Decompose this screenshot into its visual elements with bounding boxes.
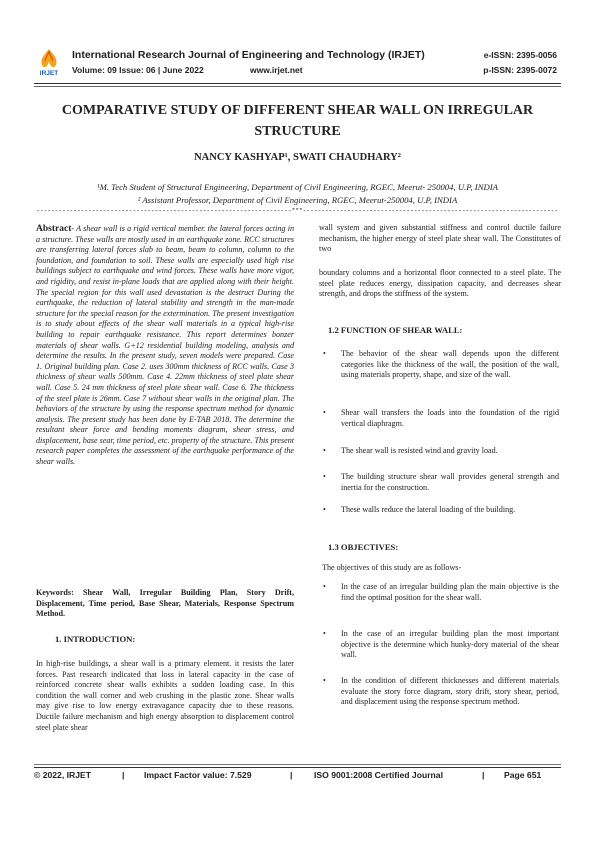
p-issn: p-ISSN: 2395-0072 [483, 65, 557, 75]
irjet-logo [34, 47, 64, 77]
bullet-icon: • [323, 676, 326, 685]
paper-title: COMPARATIVE STUDY OF DIFFERENT SHEAR WALL ON IRREGULAR STRUCTURE [61, 103, 534, 139]
bullet-icon: • [323, 582, 326, 591]
journal-title: International Research Journal of Engineering and Technology (IRJET) [72, 49, 425, 61]
function-item: • The shear wall is resisted wind and gravity load. [323, 446, 498, 455]
footer-separator: | [122, 770, 125, 780]
journal-url[interactable]: www.irjet.net [250, 65, 303, 75]
right-paragraph-2: boundary columns and a horizontal floor connected to a steel plate. The steel plate reduces energy, dissipation capacity, and decreases shear strength, and drops the stiffness of the system. [319, 268, 561, 299]
volume-issue: Volume: 09 Issue: 06 | June 2022 [72, 65, 204, 75]
abstract-text: - A shear wall is a rigid vertical member. the lateral forces acting in a structure. These walls are mostly used in an earthquake zone. RCC structures are transferring lateral forces slab to beam, beam to column, column to the foundation, and foundation to soil. These walls are especially used high rise buildings subject to earthquake and wind forces. These walls have more vigor, and rigidity, and resist in-plane loads that are applied along with their height. The special region for this wall used devastation is the destruct During the earthquake, the reduction of lateral stability and strength in the man-made structure for the special reason for the extermination. The present investigation is to study about effects of the shear wall materials in a typical high-rise building to repair earthquake resistance. This report determines bonzer materials of shear walls. G+12 residential building modeling, analysis and determine the results. In the present study, seven models were prepared. Case 1. Original building plan. Case 2. uses 300mm thickness of RCC walls. Case 3 thickness of shear walls 500mm. Case 4. 22mm thickness of steel plate shear wall. Case 5. 24 mm thickness of steel plate shear wall. Case 6. The thickness of the steel plate is 26mm. Case 7 without shear walls in the original plan. The behaviors of the structure by using the response spectrum method for dynamic analysis. The present study has been done by E-TAB 2018. The determine the resultant shear force and bending moments diagram, shear stress, and displacement, base sear, time period, etc. property of the structure. This present research paper completes the assessment of the earthquake performance of the shear walls. [36, 224, 294, 467]
objectives-heading: 1.3 OBJECTIVES: [328, 542, 399, 552]
objective-item: • In the condition of different thicknesses and different materials evaluate the story force diagram, story drift, story shear, period, and displacement using the response spectrum method. [323, 676, 559, 707]
impact-factor: Impact Factor value: 7.529 [144, 770, 252, 780]
bullet-icon: • [323, 472, 326, 481]
e-issn: e-ISSN: 2395-0056 [483, 50, 557, 60]
footer-rule-thin [34, 764, 561, 765]
bullet-icon: • [323, 349, 326, 358]
abstract [36, 224, 294, 468]
page-number: Page 651 [504, 770, 542, 780]
bullet-icon: • [323, 446, 326, 455]
header-rule [34, 83, 561, 84]
right-paragraph-1: wall system and given substantial stiffness and control ductile failure mechanism, the higher energy of steel plate shear wall. The Constitutes of two [319, 223, 561, 254]
bullet-icon: • [323, 629, 326, 638]
abstract-label: Abstract [36, 224, 72, 234]
function-heading: 1.2 FUNCTION OF SHEAR WALL: [328, 325, 463, 335]
intro-text: In high-rise buildings, a shear wall is a primary element. it resists the later forces. Past research indicated that loss in lateral capacity in the case of reinforced concrete shear walls exhibits a sudden loading case. In this condition the wall corner and web crushing in the plastic zone. Shear walls may give rise to low energy extravagance capacity due to these reasons. Ductile failure mechanism and high energy absorption to displacement control steel plate shear [36, 659, 294, 732]
objective-item: • In the case of an irregular building plan the most important objective is the determine which hunky-dory material of the shear wall. [323, 629, 559, 660]
keywords: Keywords: Shear Wall, Irregular Building Plan, Story Drift, Displacement, Time period, Base Shear, Materials, Response Spectrum Method. [36, 588, 294, 619]
footer-separator: | [290, 770, 293, 780]
intro-heading: 1. INTRODUCTION: [55, 634, 136, 644]
logo-text: IRJET [39, 70, 59, 77]
header-rule-thin [34, 86, 561, 87]
function-item: • The building structure shear wall provides general strength and inertia for the construction. [323, 472, 559, 492]
function-item: • Shear wall transfers the loads into the foundation of the rigid vertical diaphragm. [323, 408, 559, 428]
affiliation-2: ² Assistant Professor, Department of Civil Engineering, RGEC, Meerut-250004, U.P, INDIA [137, 195, 458, 205]
function-item: • The behavior of the shear wall depends upon the different categories like the thickness of the wall, the position of the wall, using materials property, shape, and size of the wall. [323, 349, 559, 380]
objective-item: • In the case of an irregular building plan the main objective is the find the optimal position for the shear wall. [323, 582, 559, 602]
affiliation-1: ¹M. Tech Student of Structural Engineering, Department of Civil Engineering, RGEC, Meerut- 250004, U.P, INDIA [97, 182, 498, 192]
bullet-icon: • [323, 408, 326, 417]
footer-separator: | [482, 770, 485, 780]
function-item: • These walls reduce the lateral loading of the building. [323, 505, 516, 514]
authors: NANCY KASHYAP¹, SWATI CHAUDHARY² [194, 152, 401, 163]
footer-rule [34, 767, 561, 768]
objectives-intro: The objectives of this study are as follows- [322, 563, 462, 572]
bullet-icon: • [323, 505, 326, 514]
iso-certification: ISO 9001:2008 Certified Journal [314, 770, 443, 780]
separator: ---------------------------------------------------------------------***--------------------------------------------------------------------- [36, 208, 558, 216]
copyright: © 2022, IRJET [34, 770, 91, 780]
